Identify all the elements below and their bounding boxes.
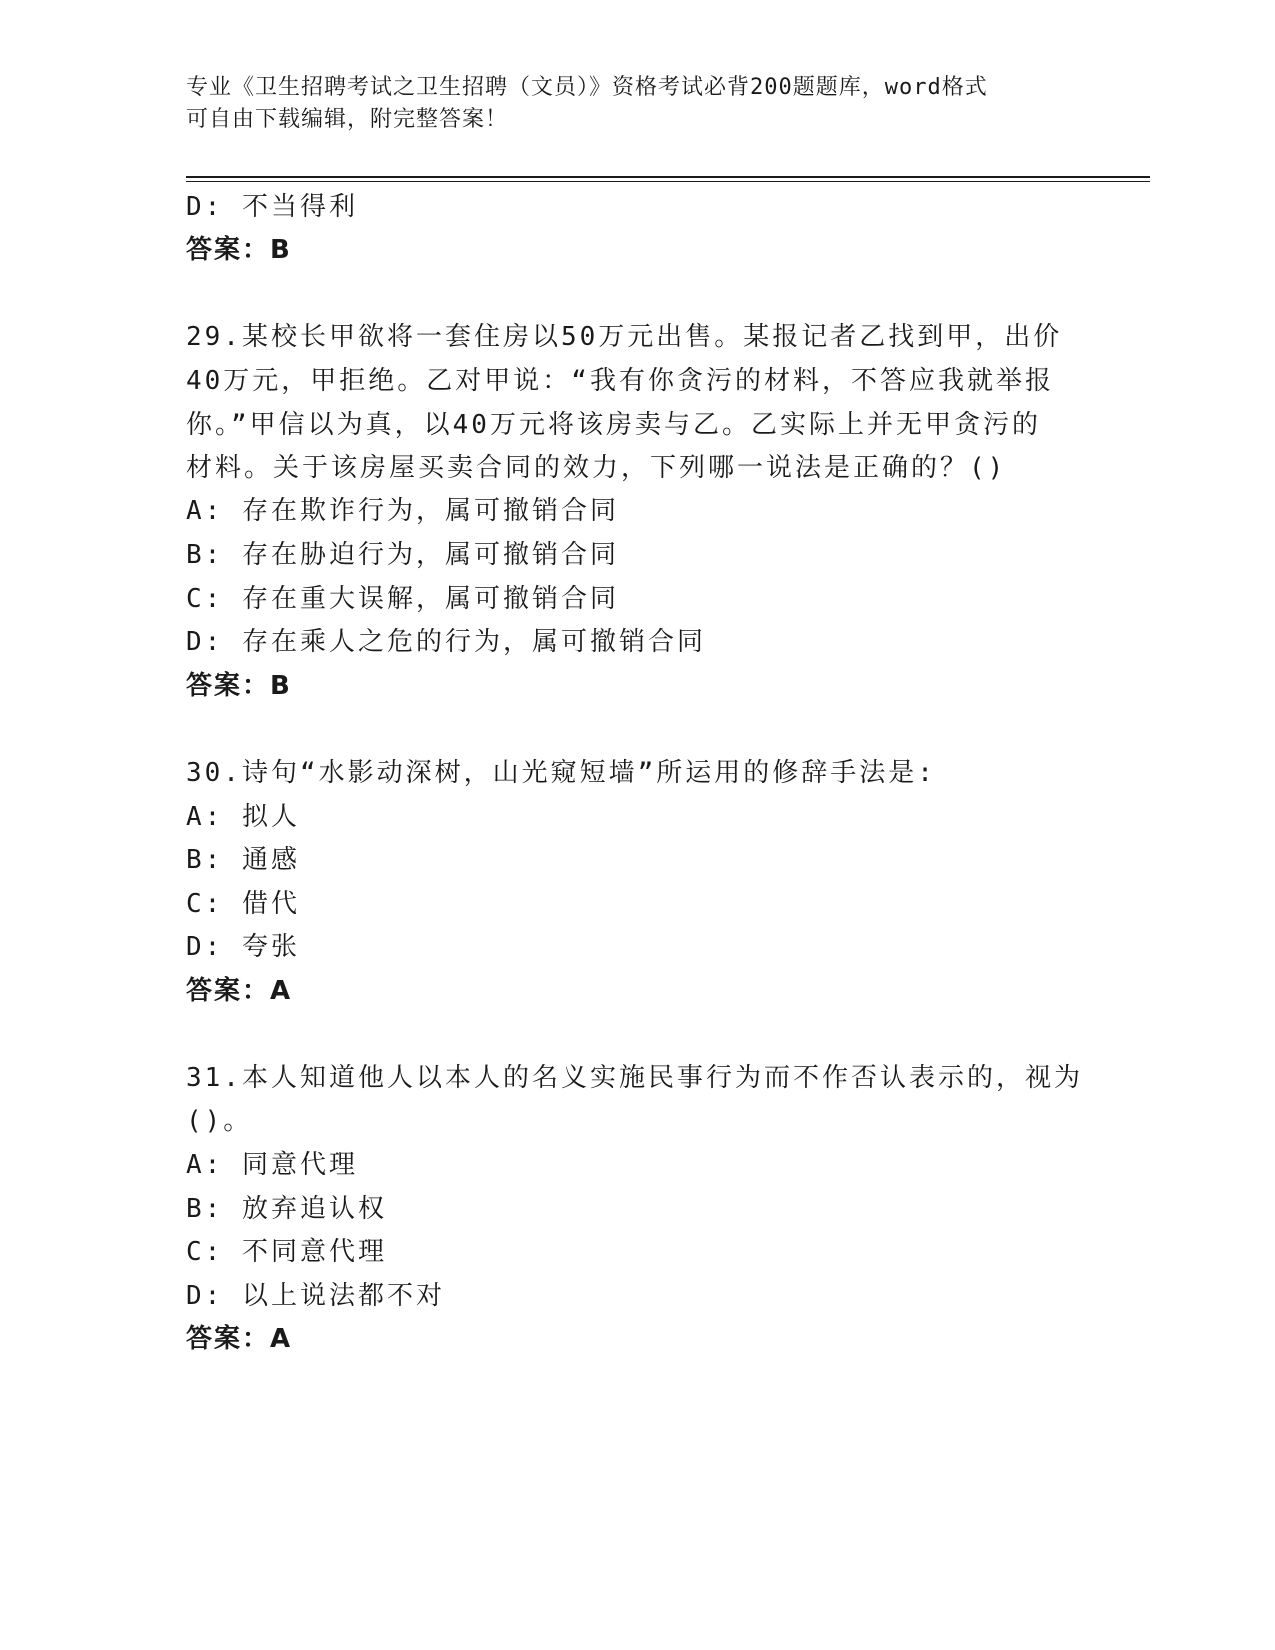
q31-answer: 答案：A	[186, 1324, 293, 1354]
q30-option-b: B: 通感	[186, 845, 300, 875]
q29-stem-line-1: 29.某校长甲欲将一套住房以50万元出售。某报记者乙找到甲，出价	[186, 322, 1063, 352]
prev-answer: 答案：B	[186, 235, 292, 265]
q31-option-c: C: 不同意代理	[186, 1237, 387, 1267]
q31-option-a: A: 同意代理	[186, 1150, 358, 1180]
q29-option-c: C: 存在重大误解，属可撤销合同	[186, 584, 619, 614]
q30-option-a: A: 拟人	[186, 802, 300, 832]
q30-option-d: D: 夸张	[186, 932, 300, 962]
q29-stem-line-3: 你。”甲信以为真，以40万元将该房卖与乙。乙实际上并无甲贪污的	[186, 410, 1041, 440]
q29-answer: 答案：B	[186, 671, 292, 701]
q30-stem-line-1: 30.诗句“水影动深树，山光窥短墙”所运用的修辞手法是:	[186, 758, 936, 788]
header-line-2: 可自由下载编辑，附完整答案！	[186, 107, 509, 132]
prev-option-d: D: 不当得利	[186, 192, 358, 222]
header-divider-thin	[186, 181, 1150, 182]
q31-option-b: B: 放弃追认权	[186, 1194, 387, 1224]
q29-option-b: B: 存在胁迫行为，属可撤销合同	[186, 540, 619, 570]
q29-stem-line-4: 材料。关于该房屋买卖合同的效力，下列哪一说法是正确的？()	[186, 453, 1007, 483]
q31-option-d: D: 以上说法都不对	[186, 1281, 445, 1311]
q31-stem-line-2: ()。	[186, 1106, 253, 1136]
q31-stem-line-1: 31.本人知道他人以本人的名义实施民事行为而不作否认表示的，视为	[186, 1063, 1083, 1093]
q29-option-a: A: 存在欺诈行为，属可撤销合同	[186, 496, 619, 526]
q30-answer: 答案：A	[186, 976, 293, 1006]
header-divider-thick	[186, 176, 1150, 178]
q29-stem-line-2: 40万元，甲拒绝。乙对甲说：“我有你贪污的材料，不答应我就举报	[186, 366, 1054, 396]
q29-option-d: D: 存在乘人之危的行为，属可撤销合同	[186, 627, 706, 657]
document-header	[186, 72, 1086, 136]
q30-option-c: C: 借代	[186, 889, 300, 919]
header-line-1: 专业《卫生招聘考试之卫生招聘（文员）》资格考试必背200题题库，word格式	[186, 75, 988, 100]
